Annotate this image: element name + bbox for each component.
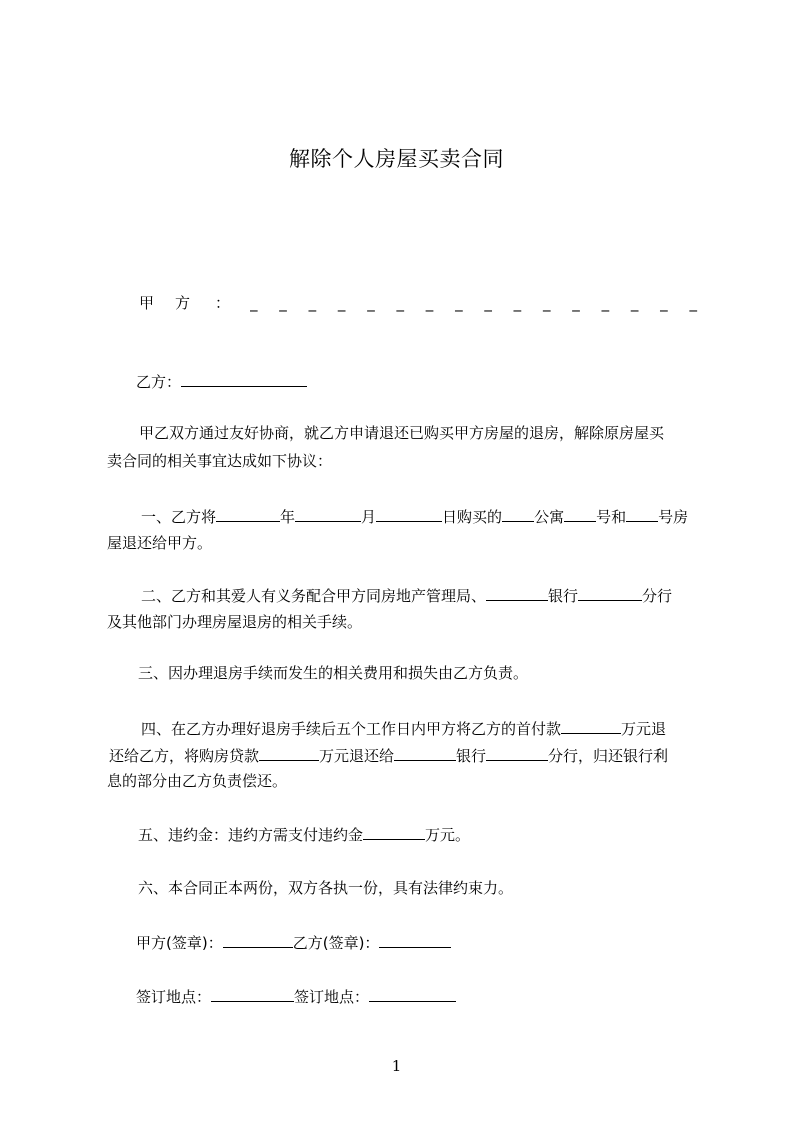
clause-4-line-3: 息的部分由乙方负责偿还。 (107, 772, 288, 790)
document-title: 解除个人房屋买卖合同 (289, 147, 504, 171)
place-label-2: 签订地点： (294, 988, 370, 1006)
clause-2-blank-bank (486, 585, 548, 601)
clause-1-blank-day (376, 506, 442, 522)
clause-1-blank-year (216, 506, 280, 522)
party-b-line (136, 371, 702, 392)
clause-4-text-f: 分行，归还银行利 (548, 747, 669, 765)
place-blank-2 (369, 986, 456, 1002)
clause-4-text-b: 万元退 (621, 720, 667, 738)
clause-2-line-1 (141, 585, 702, 606)
clause-5-text-b: 万元。 (425, 826, 471, 844)
place-blank-1 (211, 986, 294, 1002)
intro-line-1 (136, 424, 702, 443)
clause-2-text-a: 二、乙方和其爱人有义务配合甲方同房地产管理局、 (141, 587, 487, 605)
clause-2-text-b: 银行 (548, 587, 579, 605)
clause-1-text-f: 号和 (596, 508, 627, 526)
party-a-char-1: 甲 (139, 294, 155, 312)
clause-1-text-a: 一、乙方将 (141, 508, 217, 526)
clause-1-blank-number-1 (564, 506, 596, 522)
clause-1-text-e: 公寓 (534, 508, 565, 526)
party-a-blank: _ _ _ _ _ _ _ _ _ _ _ _ _ _ _ _ (250, 294, 697, 312)
party-a-char-2: 方 (175, 294, 191, 312)
clause-2-blank-branch (578, 585, 642, 601)
clause-4-blank-loan (259, 745, 319, 761)
clause-4-blank-down-payment (561, 718, 621, 734)
clause-2-text-c: 分行 (642, 587, 673, 605)
clause-4-text-d: 万元退还给 (319, 747, 395, 765)
clause-1-line-1 (141, 506, 702, 527)
party-a-label (139, 292, 230, 313)
signature-party-a-blank (223, 932, 293, 948)
clause-1-text-c: 月 (361, 508, 377, 526)
clause-1-text-g: 号房 (658, 508, 689, 526)
signature-party-a-label: 甲方(签章)： (136, 934, 223, 952)
clause-1-text-d: 日购买的 (442, 508, 503, 526)
signature-line (136, 932, 702, 953)
clause-4-text-e: 银行 (456, 747, 487, 765)
clause-1-blank-number-2 (626, 506, 658, 522)
page-number: 1 (391, 1057, 402, 1075)
clause-4-text-c: 还给乙方，将购房贷款 (109, 747, 260, 765)
signature-party-b-label: 乙方(签章)： (292, 934, 380, 952)
intro-text-1: 甲乙双方通过友好协商，就乙方申请退还已购买甲方房屋的退房，解除原房屋买 (139, 424, 665, 442)
place-label-1: 签订地点： (136, 988, 212, 1006)
place-line (136, 986, 702, 1007)
clause-5-text-a: 五、违约金：违约方需支付违约金 (138, 826, 364, 844)
clause-2-line-2: 及其他部门办理房屋退房的相关手续。 (107, 613, 363, 631)
clause-1-line-2: 屋退还给甲方。 (107, 534, 213, 552)
signature-party-b-blank (379, 932, 451, 948)
party-a-colon: ： (215, 294, 231, 312)
clause-3: 三、因办理退房手续而发生的相关费用和损失由乙方负责。 (138, 664, 529, 682)
clause-4-line-1 (141, 718, 702, 739)
clause-4-text-a: 四、在乙方办理好退房手续后五个工作日内甲方将乙方的首付款 (141, 720, 562, 738)
intro-line-2: 卖合同的相关事宜达成如下协议： (107, 452, 333, 470)
clause-5 (138, 824, 704, 845)
clause-4-blank-bank (394, 745, 456, 761)
clause-5-blank-amount (363, 824, 425, 840)
clause-6: 六、本合同正本两份，双方各执一份，具有法律约束力。 (138, 879, 514, 897)
clause-4-blank-branch (486, 745, 548, 761)
clause-1-blank-apartment (502, 506, 534, 522)
clause-1-text-b: 年 (280, 508, 296, 526)
party-b-blank (181, 371, 307, 387)
clause-4-line-2 (109, 745, 702, 766)
party-b-label: 乙方： (136, 373, 182, 391)
clause-1-blank-month (295, 506, 361, 522)
